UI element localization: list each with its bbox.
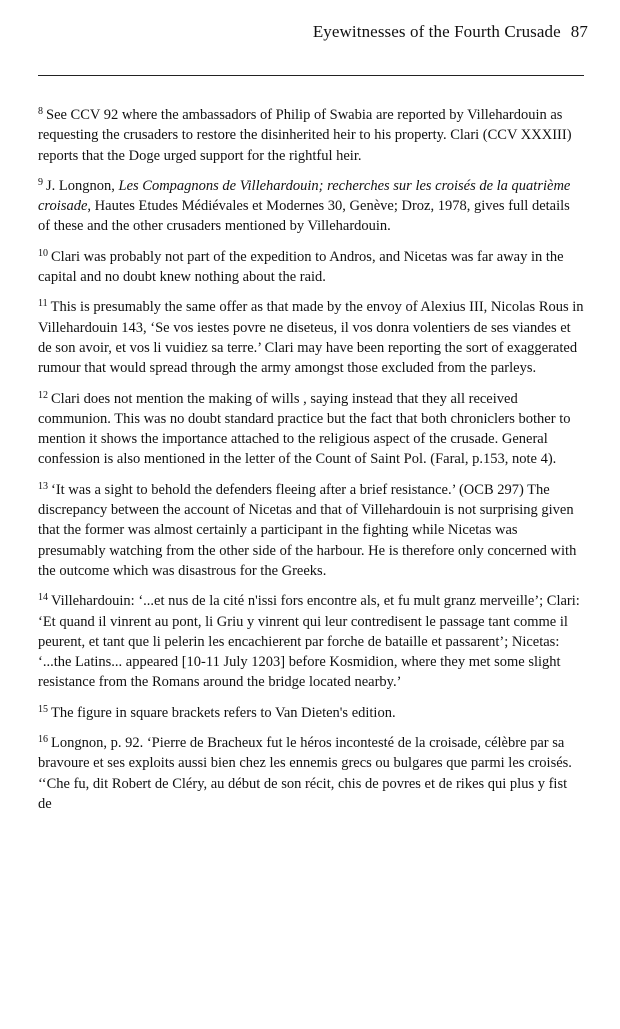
footnote-number: 15 bbox=[38, 703, 48, 715]
book-title: Les Compagnons de Villehardouin; recherches sur les croisés de la quatrième croisade bbox=[38, 177, 571, 215]
footnote-15 bbox=[38, 703, 584, 723]
footnote-text: Clari does not mention the making of wills , saying instead that they all received communion. This was no doubt standard practice but the fact that both chroniclers bother to mention it shows the importance attached to the religious aspect of the crusade. General confession is also mentioned in the letter of the Count of Saint Pol. (Faral, p.153, note 4). bbox=[38, 390, 571, 468]
footnote-number: 8 bbox=[38, 106, 43, 117]
footnote-text: This is presumably the same offer as that made by the envoy of Alexius III, Nicolas Rous in Villehardouin 143, ‘Se vos iestes povre ne diseteus, il vos donra volentiers de ses viandes et de son avoir, et vos li vuidiez sa terre.’ Clari may have been reporting the sort of exaggerated rumour that would spread through the army amongst those excluded from the parleys. bbox=[38, 299, 584, 377]
running-title: Eyewitnesses of the Fourth Crusade bbox=[312, 22, 561, 41]
footnote-8 bbox=[38, 105, 584, 166]
page-number: 87 bbox=[570, 22, 588, 41]
footnote-14 bbox=[38, 591, 584, 692]
footnote-text: ‘It was a sight to behold the defenders fleeing after a brief resistance.’ (OCB 297) The discrepancy between the account of Nicetas and that of Villehardouin is not surprising given that the former was almost certainly a participant in the fighting while Nicetas was presumably watching from the other side of the harbour. He is therefore only concerned with the outcome which was disastrous for the Greeks. bbox=[38, 481, 577, 579]
footnotes-section bbox=[38, 105, 584, 824]
footnote-text: Clari was probably not part of the expedition to Andros, and Nicetas was far away in the capital and no doubt knew nothing about the raid. bbox=[38, 248, 564, 286]
footnote-number: 13 bbox=[38, 480, 48, 492]
footnote-10 bbox=[38, 247, 584, 288]
footnote-number: 16 bbox=[38, 734, 48, 746]
footnote-11 bbox=[38, 297, 584, 378]
footnote-text-lead: J. Longnon, bbox=[46, 177, 119, 194]
footnote-number: 11 bbox=[38, 298, 48, 310]
footnote-9 bbox=[38, 176, 584, 237]
footnote-12 bbox=[38, 389, 584, 470]
footnote-number: 14 bbox=[38, 592, 48, 604]
running-header bbox=[313, 22, 588, 42]
footnote-text: The figure in square brackets refers to Van Dieten's edition. bbox=[51, 704, 396, 721]
footnote-13 bbox=[38, 480, 584, 581]
footnote-text-tail: , Hautes Etudes Médiévales et Modernes 30, Genève; Droz, 1978, gives full details of these and the other crusaders mentioned by Villehardouin. bbox=[38, 198, 570, 235]
footnote-16 bbox=[38, 733, 584, 814]
header-rule bbox=[38, 75, 584, 76]
footnote-number: 9 bbox=[38, 176, 43, 188]
footnote-text: Longnon, p. 92. ‘Pierre de Bracheux fut le héros incontesté de la croisade, célèbre par sa bravoure et ses exploits aussi bien chez les ennemis grecs ou bulgares que parmi les croisés. ‘‘Che fu, dit Robert de Cléry, au début de son récit, chis de povres et de rikes qui plus y fist de bbox=[38, 735, 572, 812]
footnote-text: Villehardouin: ‘...et nus de la cité n'issi fors encontre als, et fu mult granz merveille’; Clari: ‘Et quand il vinrent au pont, li Griu y vinrent qui leur contredisent le passage tant comme il peurent, et tant que li pelerin les encachierent par forche de bataille et passarent’; Nicetas: ‘...the Latins... appeared [10-11 July 1203] before Kosmidion, where they met some slight resistance from the Romans around the bridge located nearby.’ bbox=[38, 593, 580, 691]
footnote-number: 12 bbox=[38, 389, 48, 401]
footnote-number: 10 bbox=[38, 247, 48, 259]
footnote-text: See CCV 92 where the ambassadors of Philip of Swabia are reported by Villehardouin as requesting the crusaders to restore the disinherited heir to his property. Clari (CCV XXXIII) reports that the Doge urged support for the rightful heir. bbox=[38, 107, 572, 164]
